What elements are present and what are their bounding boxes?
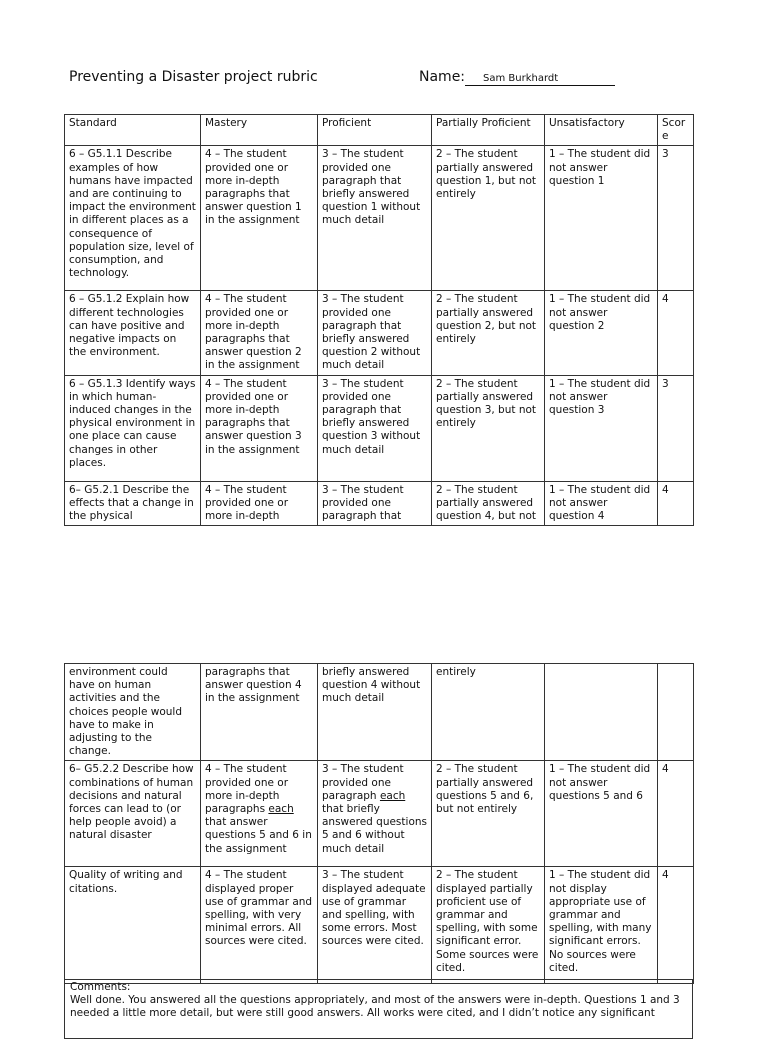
proficient-cell: 3 – The student displayed adequate use of grammar and spelling, with some errors. Most sources were cited. xyxy=(318,867,432,984)
partial-cell: 2 – The student partially answered question 3, but not entirely xyxy=(432,375,545,481)
mastery-text-a: 4 – The student provided one or more in-depth paragraphs xyxy=(205,763,289,816)
proficient-text-a: 3 – The student provided one paragraph xyxy=(322,763,404,802)
name-label: Name: xyxy=(419,69,466,85)
unsat-cell xyxy=(545,664,658,761)
partial-cell: 2 – The student displayed partially proficient use of grammar and spelling, with some significant error. Some sources were cited. xyxy=(432,867,545,984)
rubric-table-page-1 xyxy=(64,114,694,526)
proficient-cell xyxy=(318,761,432,867)
mastery-cell: 4 – The student provided one or more in-depth xyxy=(201,481,318,526)
standard-cell: 6– G5.2.2 Describe how combinations of human decisions and natural forces can lead to (or help people avoid) a natural disaster xyxy=(65,761,201,867)
partial-cell: 2 – The student partially answered question 4, but not xyxy=(432,481,545,526)
table-row xyxy=(65,481,694,526)
table-row xyxy=(65,867,694,984)
name-block xyxy=(419,69,615,86)
score-cell: 4 xyxy=(658,291,694,375)
score-cell: 3 xyxy=(658,146,694,291)
name-value: Sam Burkhardt xyxy=(465,73,615,86)
proficient-cell: 3 – The student provided one paragraph that briefly answered question 2 without much detail xyxy=(318,291,432,375)
table-row xyxy=(65,375,694,481)
comments-box xyxy=(64,979,693,1039)
mastery-cell: 4 – The student provided one or more in-depth paragraphs that answer question 1 in the assignment xyxy=(201,146,318,291)
mastery-cell: 4 – The student provided one or more in-depth paragraphs that answer question 2 in the assignment xyxy=(201,291,318,375)
header-proficient: Proficient xyxy=(318,115,432,146)
mastery-cell: 4 – The student displayed proper use of grammar and spelling, with very minimal errors. All sources were cited. xyxy=(201,867,318,984)
score-cell xyxy=(658,664,694,761)
mastery-cell: paragraphs that answer question 4 in the assignment xyxy=(201,664,318,761)
partial-cell: 2 – The student partially answered question 1, but not entirely xyxy=(432,146,545,291)
table-row xyxy=(65,664,694,761)
comments-label: Comments: xyxy=(70,981,131,993)
page-title: Preventing a Disaster project rubric xyxy=(69,69,318,85)
standard-cell: 6– G5.2.1 Describe the effects that a change in the physical xyxy=(65,481,201,526)
header-row xyxy=(65,115,694,146)
proficient-cell: 3 – The student provided one paragraph that briefly answered question 3 without much detail xyxy=(318,375,432,481)
table-row xyxy=(65,291,694,375)
unsat-cell: 1 – The student did not answer question 3 xyxy=(545,375,658,481)
score-cell: 4 xyxy=(658,867,694,984)
mastery-cell: 4 – The student provided one or more in-depth paragraphs that answer question 3 in the assignment xyxy=(201,375,318,481)
partial-cell: 2 – The student partially answered questions 5 and 6, but not entirely xyxy=(432,761,545,867)
unsat-cell: 1 – The student did not answer questions 5 and 6 xyxy=(545,761,658,867)
mastery-text-b: that answer questions 5 and 6 in the assignment xyxy=(205,816,312,855)
header-standard: Standard xyxy=(65,115,201,146)
partial-cell: 2 – The student partially answered question 2, but not entirely xyxy=(432,291,545,375)
unsat-cell: 1 – The student did not answer question 2 xyxy=(545,291,658,375)
standard-cell: 6 – G5.1.2 Explain how different technologies can have positive and negative impacts on the environment. xyxy=(65,291,201,375)
unsat-cell: 1 – The student did not answer question 1 xyxy=(545,146,658,291)
partial-cell: entirely xyxy=(432,664,545,761)
proficient-cell: 3 – The student provided one paragraph that briefly answered question 1 without much detail xyxy=(318,146,432,291)
table-row xyxy=(65,761,694,867)
unsat-cell: 1 – The student did not answer question 4 xyxy=(545,481,658,526)
standard-cell: 6 – G5.1.1 Describe examples of how humans have impacted and are continuing to impact the environment in different places as a consequence of population size, level of consumption, and technology. xyxy=(65,146,201,291)
comments-text: Well done. You answered all the questions appropriately, and most of the answers were in-depth. Questions 1 and 3 needed a little more detail, but were still good answers. All works were cited, and I didn’t notice any significant xyxy=(70,994,680,1020)
table-row xyxy=(65,146,694,291)
proficient-cell: briefly answered question 4 without much detail xyxy=(318,664,432,761)
score-cell: 3 xyxy=(658,375,694,481)
header-partially-proficient: Partially Proficient xyxy=(432,115,545,146)
score-cell: 4 xyxy=(658,761,694,867)
score-cell: 4 xyxy=(658,481,694,526)
standard-cell: 6 – G5.1.3 Identify ways in which human-induced changes in the physical environment in one place can cause changes in other places. xyxy=(65,375,201,481)
standard-cell: Quality of writing and citations. xyxy=(65,867,201,984)
standard-cell: environment could have on human activities and the choices people would have to make in adjusting to the change. xyxy=(65,664,201,761)
proficient-cell: 3 – The student provided one paragraph that xyxy=(318,481,432,526)
proficient-emphasis: each xyxy=(379,789,406,802)
rubric-table-page-2 xyxy=(64,663,694,984)
header-unsatisfactory: Unsatisfactory xyxy=(545,115,658,146)
header-score: Scor e xyxy=(658,115,694,146)
unsat-cell: 1 – The student did not display appropriate use of grammar and spelling, with many significant errors. No sources were cited. xyxy=(545,867,658,984)
proficient-text-b: that briefly answered questions 5 and 6 without much detail xyxy=(322,803,427,855)
mastery-cell xyxy=(201,761,318,867)
mastery-emphasis: each xyxy=(268,803,294,816)
header-mastery: Mastery xyxy=(201,115,318,146)
